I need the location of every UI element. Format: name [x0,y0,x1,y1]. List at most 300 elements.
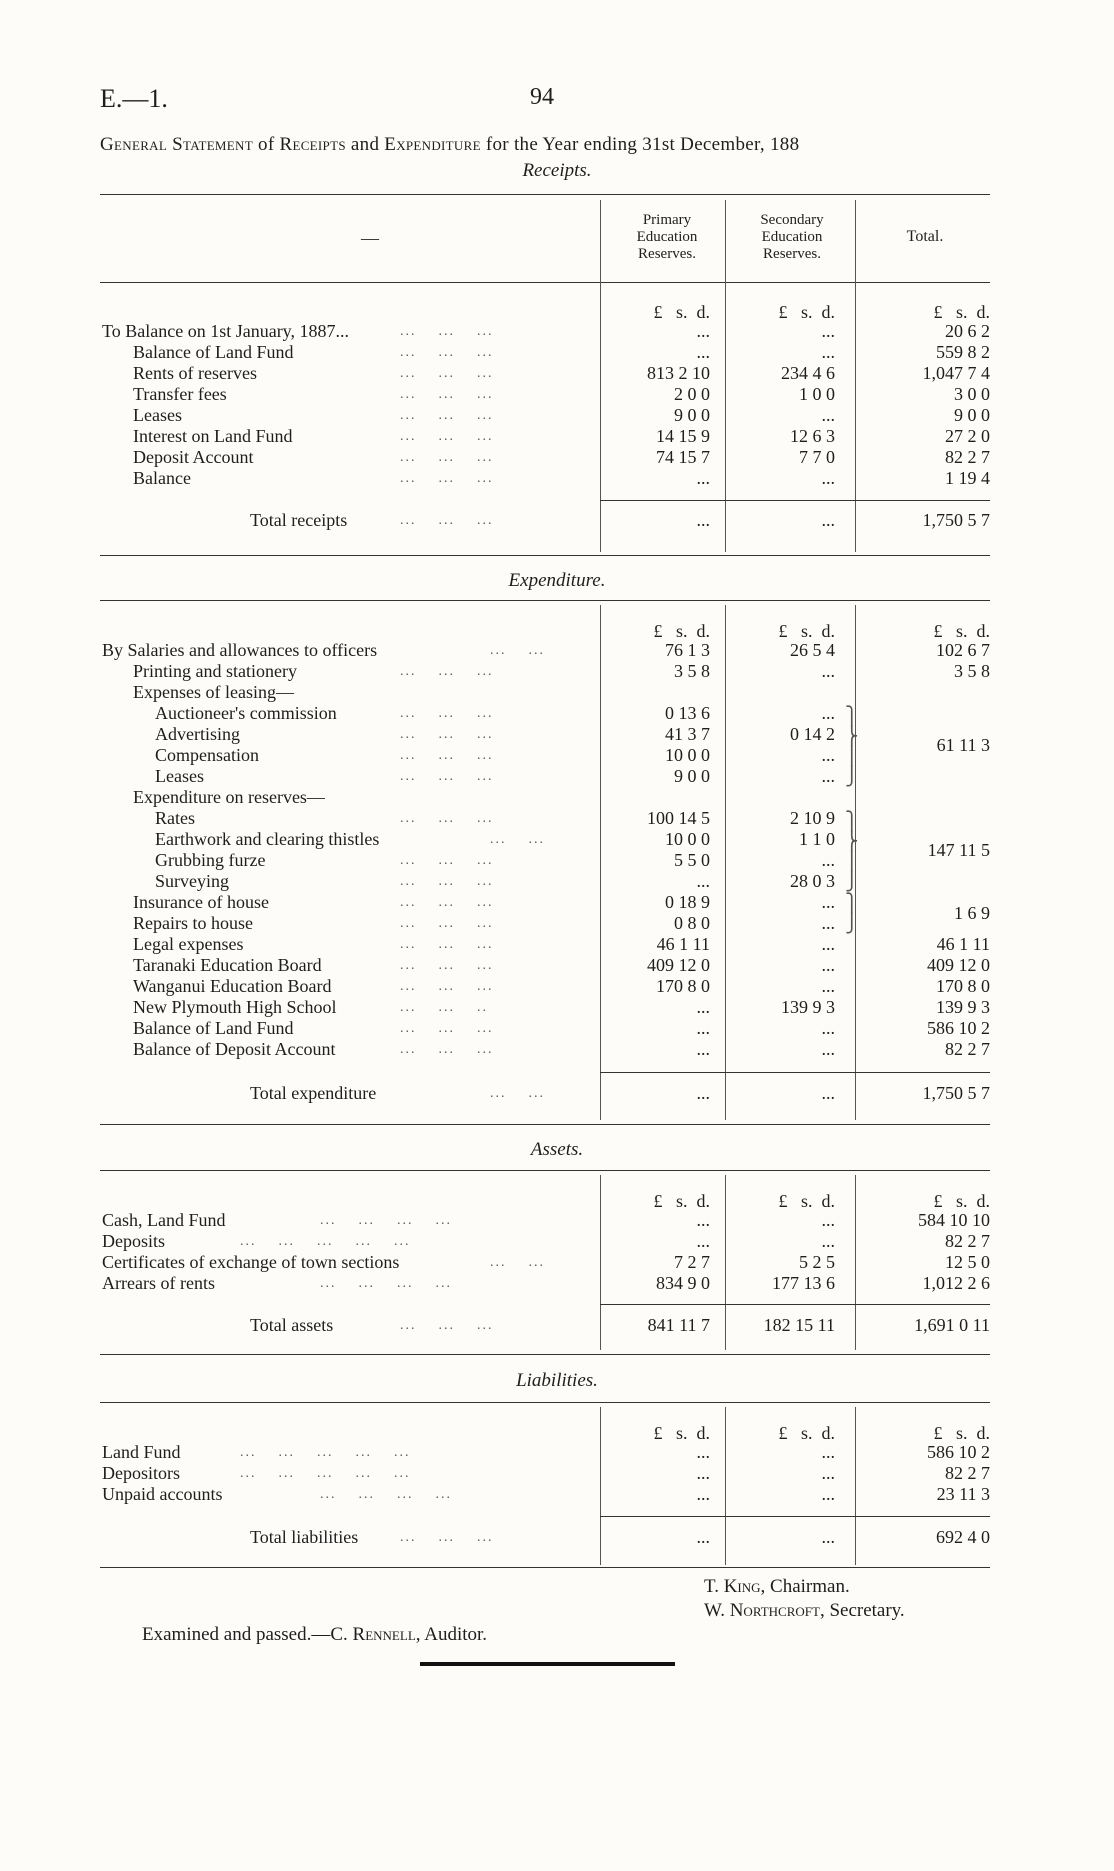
units-secondary [725,302,835,322]
title-part-2: Receipts [279,134,346,155]
leader-dots: ... ... ... [400,748,494,763]
primary-value: 409 12 0 [647,955,710,975]
group-total-house: 1 6 9 [954,903,990,923]
secondary-value: ... [821,1039,835,1059]
table-row [0,955,1114,976]
table-row [0,934,1114,955]
chairman-signature [704,1576,850,1598]
title-part-4: for the Year ending 31st December, 188 [480,134,800,155]
row-label: Land Fund [102,1442,181,1462]
secondary-value: 177 13 6 [772,1273,835,1293]
primary-column-header [612,212,722,263]
shilling-unit: s. [800,621,813,641]
grand-total: 1,750 5 7 [922,510,990,530]
secondary-total: ... [821,510,835,530]
shilling-unit: s. [800,1191,813,1211]
row-label: Interest on Land Fund [133,426,293,446]
secondary-header-line: Education [761,229,823,245]
table-row [0,703,1114,724]
primary-value: 170 8 0 [656,976,710,996]
table-row [0,682,1114,703]
primary-value: ... [696,1442,710,1462]
units-primary [600,621,710,641]
pence-unit: d. [821,1423,835,1443]
row-label: Depositors [102,1463,180,1483]
units-total [850,302,990,322]
table-row [0,976,1114,997]
row-label: Expenses of leasing— [133,682,294,702]
rule [100,1567,990,1568]
secondary-value: ... [821,892,835,912]
total-row [0,510,1114,531]
primary-value: ... [696,1231,710,1251]
pound-unit: £ [653,1423,663,1443]
shilling-unit: s. [955,1191,968,1211]
leader-dots: ... ... ... [400,366,494,381]
liabilities-heading: Liabilities. [516,1370,598,1391]
row-label: Rents of reserves [133,363,257,383]
row-label: Unpaid accounts [102,1484,223,1504]
group-total-leasing: 61 11 3 [936,735,990,755]
table-row [0,1018,1114,1039]
total-value: 82 2 7 [945,447,990,467]
primary-value: 14 15 9 [656,426,710,446]
units-secondary [725,1191,835,1211]
row-label: Balance of Land Fund [133,342,294,362]
primary-value: 9 0 0 [674,405,710,425]
title-part-3: Expenditure [384,134,481,155]
primary-total: ... [696,1527,710,1547]
pence-unit: d. [976,1423,990,1443]
row-label: Arrears of rents [102,1273,215,1293]
chairman-name: King [723,1576,761,1597]
shilling-unit: s. [675,621,688,641]
row-label: Taranaki Education Board [133,955,322,975]
brace-leasing: ⎫ ⎬ ⎪ ⎭ [845,706,859,786]
leader-dots: ... ... ... ... [320,1276,452,1291]
row-label: Deposit Account [133,447,254,467]
title-and: and [345,134,385,155]
pound-unit: £ [653,621,663,641]
leader-dots: ... ... ... [400,1530,494,1545]
secondary-header-line: Reserves. [763,246,821,262]
shilling-unit: s. [800,1423,813,1443]
table-row [0,640,1114,661]
pence-unit: d. [821,302,835,322]
leader-dots: ... ... ... [400,958,494,973]
total-value: 584 10 10 [918,1210,990,1230]
total-value: 1 19 4 [945,468,990,488]
secondary-value: 26 5 4 [790,640,835,660]
auditor-signature [142,1624,487,1646]
brace-house: ⎫ ⎭ [845,893,859,933]
secondary-value: 2 10 9 [790,808,835,828]
pound-unit: £ [933,1191,943,1211]
row-label: Insurance of house [133,892,269,912]
row-label: Legal expenses [133,934,244,954]
secondary-value: ... [821,1231,835,1251]
leader-dots: ... ... ... ... [320,1213,452,1228]
units-primary [600,1423,710,1443]
primary-header-line: Education [636,229,698,245]
units-row [0,1191,1114,1211]
primary-value: ... [696,997,710,1017]
units-primary [600,1191,710,1211]
total-value: 1,012 2 6 [922,1273,990,1293]
rule [100,1354,990,1355]
leader-dots: ... ... ... [400,1318,494,1333]
page-number: 94 [530,84,554,110]
primary-value: 10 0 0 [665,745,710,765]
total-value: 139 9 3 [936,997,990,1017]
pound-unit: £ [778,1191,788,1211]
table-row [0,1463,1114,1484]
secondary-value: 1 0 0 [799,384,835,404]
leader-dots: ... ... ... [400,408,494,423]
row-label: Rates [155,808,195,828]
grand-total: 1,691 0 11 [914,1315,990,1335]
rule [100,600,990,601]
leader-dots: ... ... [490,1086,545,1101]
closing-rule [420,1662,675,1666]
chairman-role: , Chairman. [760,1576,850,1597]
shilling-unit: s. [955,621,968,641]
leader-dots: ... ... ... [400,345,494,360]
table-row [0,1252,1114,1273]
row-label: Balance of Deposit Account [133,1039,336,1059]
total-value: 23 11 3 [936,1484,990,1504]
total-value: 82 2 7 [945,1231,990,1251]
table-row [0,447,1114,468]
leader-dots: ... ... ... [400,895,494,910]
secondary-value: 1 1 0 [799,829,835,849]
auditor-prefix: Examined and passed.—C. [142,1624,353,1645]
primary-value: 813 2 10 [647,363,710,383]
total-label: Total receipts [250,510,348,530]
shilling-unit: s. [955,302,968,322]
leader-dots: ... ... ... ... ... [240,1466,411,1481]
units-secondary [725,1423,835,1443]
table-row [0,1442,1114,1463]
receipts-heading: Receipts. [522,160,592,181]
table-row [0,321,1114,342]
shilling-unit: s. [675,1423,688,1443]
secondary-value: ... [821,661,835,681]
primary-value: ... [696,342,710,362]
row-label: New Plymouth High School [133,997,337,1017]
primary-value: 74 15 7 [656,447,710,467]
pence-unit: d. [821,1191,835,1211]
leader-dots: ... ... ... [400,874,494,889]
group-total-reserves: 147 11 5 [927,840,990,860]
row-label: By Salaries and allowances to officers [102,640,378,660]
secondary-value: ... [821,955,835,975]
pound-unit: £ [778,302,788,322]
leader-dots: ... ... ... ... [320,1487,452,1502]
pence-unit: d. [976,621,990,641]
secondary-value: ... [821,913,835,933]
row-label: Cash, Land Fund [102,1210,226,1230]
shilling-unit: s. [675,1191,688,1211]
table-row [0,766,1114,787]
total-value: 12 5 0 [945,1252,990,1272]
units-row [0,1423,1114,1443]
total-value: 9 0 0 [954,405,990,425]
rule [100,1124,990,1125]
secondary-value: ... [821,1210,835,1230]
total-value: 82 2 7 [945,1039,990,1059]
secondary-value: ... [821,321,835,341]
leader-dots: ... ... ... [400,937,494,952]
leader-dots: ... ... ... [400,727,494,742]
leader-dots: ... ... ... [400,853,494,868]
label-column-dash: — [361,228,379,248]
chairman-initial: T. [704,1576,724,1597]
expenditure-heading: Expenditure. [508,570,606,591]
pence-unit: d. [696,621,710,641]
secondary-total: 182 15 11 [763,1315,835,1335]
table-row [0,661,1114,682]
primary-value: 9 0 0 [674,766,710,786]
total-column-header: Total. [906,228,944,245]
secondary-value: 0 14 2 [790,724,835,744]
total-value: 27 2 0 [945,426,990,446]
primary-value: ... [696,1210,710,1230]
secondary-value: ... [821,468,835,488]
pound-unit: £ [778,621,788,641]
secretary-signature [704,1600,905,1622]
leader-dots: ... ... ... [400,664,494,679]
row-label: Repairs to house [133,913,253,933]
pence-unit: d. [696,1191,710,1211]
statement-title [100,134,1000,156]
row-label: Certificates of exchange of town sections [102,1252,400,1272]
total-row [0,1527,1114,1548]
leader-dots: ... ... .. [400,1000,488,1015]
secondary-value: ... [821,1018,835,1038]
total-value: 20 6 2 [945,321,990,341]
rule [600,1304,990,1305]
primary-value: ... [696,1484,710,1504]
brace-reserves: ⎫ ⎬ ⎪ ⎭ [845,811,859,891]
pound-unit: £ [933,621,943,641]
leader-dots: ... ... ... [400,471,494,486]
units-row [0,621,1114,641]
leader-dots: ... ... ... [400,450,494,465]
document-code: E.—1. [100,84,168,113]
units-total [850,621,990,641]
table-row [0,808,1114,829]
primary-total: ... [696,510,710,530]
secondary-value: 234 4 6 [781,363,835,383]
secondary-value: 12 6 3 [790,426,835,446]
total-value: 170 8 0 [936,976,990,996]
row-label: Transfer fees [133,384,227,404]
secondary-value: ... [821,1484,835,1504]
table-row [0,1273,1114,1294]
secondary-value: ... [821,1442,835,1462]
total-row [0,1083,1114,1104]
primary-value: 10 0 0 [665,829,710,849]
primary-value: 2 0 0 [674,384,710,404]
secretary-role: , Secretary. [819,1600,905,1621]
shilling-unit: s. [675,302,688,322]
secondary-header-line: Secondary [760,212,824,228]
total-value: 586 10 2 [927,1018,990,1038]
total-label: Total liabilities [250,1527,359,1547]
rule [100,1402,990,1403]
leader-dots: ... ... ... [400,979,494,994]
units-secondary [725,621,835,641]
primary-value: ... [696,1018,710,1038]
table-row [0,787,1114,808]
primary-value: 100 14 5 [647,808,710,828]
total-value: 1,047 7 4 [922,363,990,383]
secondary-value: 28 0 3 [790,871,835,891]
primary-value: ... [696,871,710,891]
leader-dots: ... ... ... ... ... [240,1234,411,1249]
title-of: of [252,134,280,155]
table-row [0,405,1114,426]
primary-header-line: Reserves. [638,246,696,262]
rule [600,1516,990,1517]
row-label: Surveying [155,871,229,891]
units-total [850,1191,990,1211]
row-label: Leases [155,766,204,786]
auditor-role: , Auditor. [415,1624,488,1645]
secondary-value: 139 9 3 [781,997,835,1017]
secondary-total: ... [821,1527,835,1547]
rule [600,500,990,501]
rule [100,555,990,556]
leader-dots: ... ... ... [400,387,494,402]
total-value: 3 0 0 [954,384,990,404]
primary-value: 76 1 3 [665,640,710,660]
secondary-value: ... [821,934,835,954]
shilling-unit: s. [800,302,813,322]
total-value: 46 1 11 [936,934,990,954]
units-primary [600,302,710,322]
row-label: Printing and stationery [133,661,297,681]
secretary-initial: W. [704,1600,730,1621]
row-label: Auctioneer's commission [155,703,337,723]
secondary-value: 7 7 0 [799,447,835,467]
leader-dots: ... ... ... [400,1042,494,1057]
rule [100,194,990,195]
row-label: Deposits [102,1231,165,1251]
pence-unit: d. [976,302,990,322]
primary-value: 0 8 0 [674,913,710,933]
primary-header-line: Primary [642,212,692,228]
primary-value: 3 5 8 [674,661,710,681]
primary-total: ... [696,1083,710,1103]
primary-value: ... [696,321,710,341]
table-row [0,997,1114,1018]
primary-value: ... [696,1463,710,1483]
primary-value: 46 1 11 [656,934,710,954]
assets-heading: Assets. [530,1139,584,1160]
secondary-column-header [737,212,847,263]
secondary-value: ... [821,745,835,765]
row-label: Balance of Land Fund [133,1018,294,1038]
row-label: Advertising [155,724,240,744]
secondary-value: ... [821,976,835,996]
leader-dots: ... ... ... [400,429,494,444]
primary-value: ... [696,468,710,488]
secondary-value: ... [821,850,835,870]
row-label: Expenditure on reserves— [133,787,325,807]
row-label: To Balance on 1st January, 1887... [102,321,350,341]
secondary-value: 5 2 5 [799,1252,835,1272]
leader-dots: ... ... ... ... ... [240,1445,411,1460]
table-row [0,468,1114,489]
leader-dots: ... ... [490,1255,545,1270]
row-label: Compensation [155,745,259,765]
pound-unit: £ [653,302,663,322]
pound-unit: £ [778,1423,788,1443]
total-value: 559 8 2 [936,342,990,362]
total-value: 3 5 8 [954,661,990,681]
secondary-value: ... [821,703,835,723]
leader-dots: ... ... ... [400,916,494,931]
secondary-value: ... [821,766,835,786]
row-label: Wanganui Education Board [133,976,332,996]
primary-value: 834 9 0 [656,1273,710,1293]
total-label: Total expenditure [250,1083,377,1103]
secondary-total: ... [821,1083,835,1103]
total-value: 586 10 2 [927,1442,990,1462]
rule [100,282,990,283]
leader-dots: ... ... ... [400,706,494,721]
primary-value: 41 3 7 [665,724,710,744]
primary-total: 841 11 7 [647,1315,710,1335]
row-label: Earthwork and clearing thistles [155,829,380,849]
leader-dots: ... ... ... [400,1021,494,1036]
secondary-value: ... [821,342,835,362]
secretary-name: Northcroft [729,1600,820,1621]
leader-dots: ... ... [490,643,545,658]
leader-dots: ... ... [490,832,545,847]
row-label: Balance [133,468,191,488]
title-part-1: General Statement [100,134,253,155]
table-row [0,363,1114,384]
rule [100,1170,990,1171]
auditor-name: Rennell [352,1624,416,1645]
total-label: Total assets [250,1315,334,1335]
table-row [0,1231,1114,1252]
primary-value: 0 18 9 [665,892,710,912]
primary-value: 0 13 6 [665,703,710,723]
units-row [0,302,1114,322]
secondary-value: ... [821,405,835,425]
pence-unit: d. [821,621,835,641]
table-row [0,871,1114,892]
grand-total: 1,750 5 7 [922,1083,990,1103]
leader-dots: ... ... ... [400,811,494,826]
total-value: 409 12 0 [927,955,990,975]
total-row [0,1315,1114,1336]
row-label: Grubbing furze [155,850,266,870]
primary-value: ... [696,1039,710,1059]
shilling-unit: s. [955,1423,968,1443]
table-row [0,1039,1114,1060]
pence-unit: d. [696,1423,710,1443]
table-row [0,384,1114,405]
leader-dots: ... ... ... [400,769,494,784]
secondary-value: ... [821,1463,835,1483]
pence-unit: d. [976,1191,990,1211]
pound-unit: £ [933,302,943,322]
